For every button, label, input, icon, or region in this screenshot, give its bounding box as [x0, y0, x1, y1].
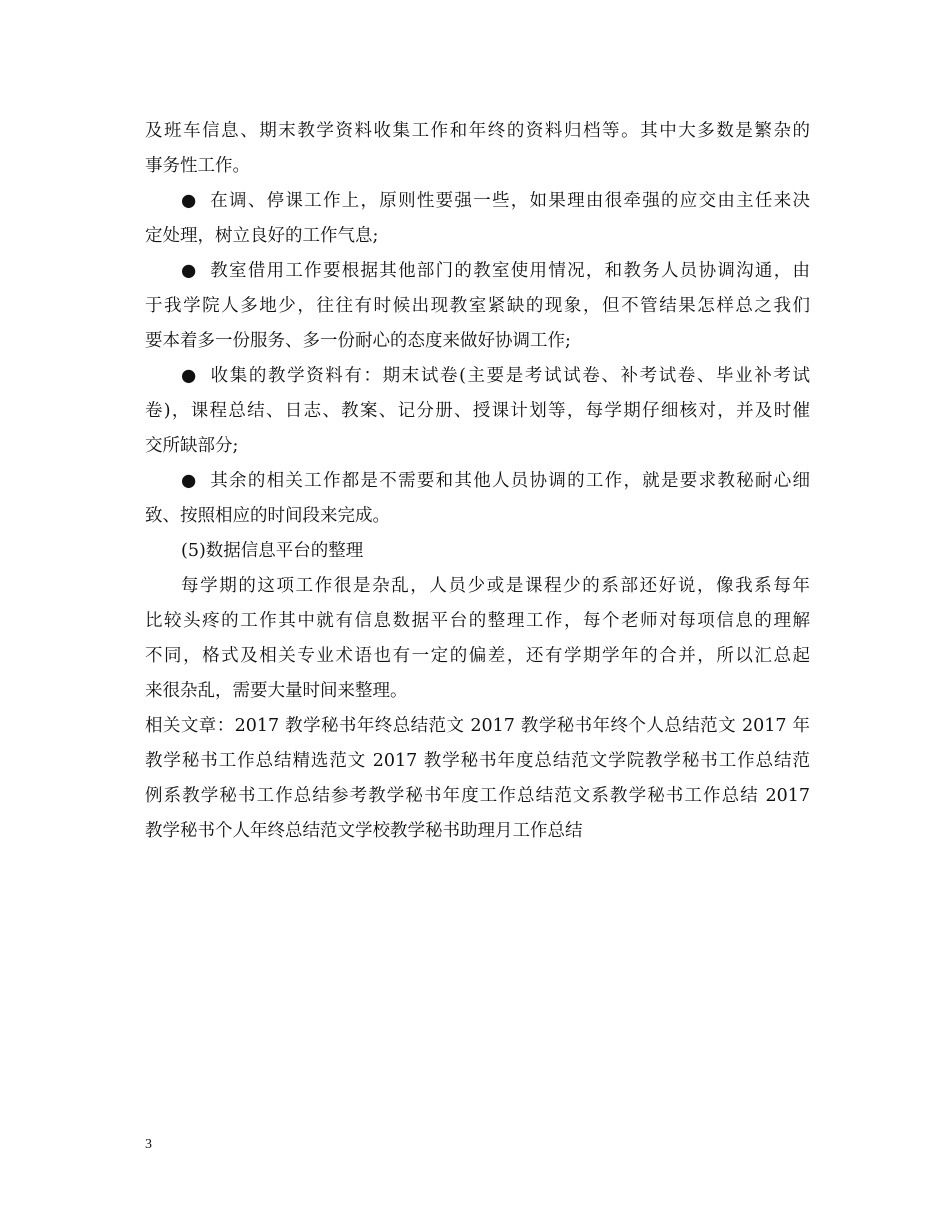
text-line-content: 其余的相关工作都是不需要和其他人员协调的工作，就是要求教秘耐心细: [209, 471, 810, 491]
text-line: [145, 289, 810, 324]
text-line-content: 卷)，课程总结、日志、教案、记分册、授课计划等，每学期仔细核对，并及时催: [145, 401, 810, 421]
text-line: [145, 464, 810, 499]
text-line-content: 在调、停课工作上，原则性要强一些，如果理由很牵强的应交由主任来决: [209, 191, 810, 211]
text-line-content: 于我学院人多地少，往往有时候出现教室紧缺的现象，但不管结果怎样总之我们: [145, 296, 810, 316]
text-line: [145, 674, 810, 709]
text-line: [145, 779, 810, 814]
text-line-content: 教学秘书工作总结精选范文 2017 教学秘书年度总结范文学院教学秘书工作总结范: [145, 751, 810, 771]
text-line: [145, 814, 810, 849]
text-line-content: 例系教学秘书工作总结参考教学秘书年度工作总结范文系教学秘书工作总结 2017: [145, 786, 810, 806]
bullet-icon: ●: [181, 471, 197, 491]
text-line: [145, 359, 810, 394]
bullet-icon: ●: [181, 191, 197, 211]
text-line: [145, 429, 810, 464]
text-line: [145, 184, 810, 219]
text-line-content: 每学期的这项工作很是杂乱，人员少或是课程少的系部还好说，像我系每年: [181, 576, 810, 596]
text-line-content: 教学秘书个人年终总结范文学校教学秘书助理月工作总结: [145, 821, 583, 841]
bullet-icon: ●: [181, 261, 197, 281]
text-line-content: 教室借用工作要根据其他部门的教室使用情况，和教务人员协调沟通，由: [209, 261, 810, 281]
page-number: 3: [145, 1137, 152, 1152]
text-line-content: 要本着多一份服务、多一份耐心的态度来做好协调工作;: [145, 331, 571, 351]
text-line: [145, 254, 810, 289]
text-line: [145, 114, 810, 149]
text-line: [145, 604, 810, 639]
text-line: [145, 709, 810, 744]
text-line-content: 及班车信息、期末教学资料收集工作和年终的资料归档等。其中大多数是繁杂的: [145, 121, 810, 141]
text-line-content: 比较头疼的工作其中就有信息数据平台的整理工作，每个老师对每项信息的理解: [145, 611, 810, 631]
text-line: [145, 744, 810, 779]
text-line-content: 定处理，树立良好的工作气息;: [145, 226, 379, 246]
text-line-content: 事务性工作。: [145, 156, 250, 176]
text-line: [145, 639, 810, 674]
text-line-content: 来很杂乱，需要大量时间来整理。: [145, 681, 408, 701]
text-line-content: 致、按照相应的时间段来完成。: [145, 506, 390, 526]
text-line-content: 不同，格式及相关专业术语也有一定的偏差，还有学期学年的合并，所以汇总起: [145, 646, 810, 666]
bullet-icon: ●: [181, 366, 197, 386]
text-line: [145, 149, 810, 184]
text-line: [145, 324, 810, 359]
text-line: [145, 499, 810, 534]
text-line-content: (5)数据信息平台的整理: [181, 541, 364, 561]
text-line: [145, 219, 810, 254]
document-body: [145, 114, 810, 849]
text-line-content: 相关文章：2017 教学秘书年终总结范文 2017 教学秘书年终个人总结范文 2017 年: [145, 716, 810, 736]
text-line: [145, 569, 810, 604]
text-line-content: 交所缺部分;: [145, 436, 239, 456]
text-line-content: 收集的教学资料有：期末试卷(主要是考试试卷、补考试卷、毕业补考试: [209, 366, 810, 386]
text-line: [145, 394, 810, 429]
text-line: [145, 534, 810, 569]
